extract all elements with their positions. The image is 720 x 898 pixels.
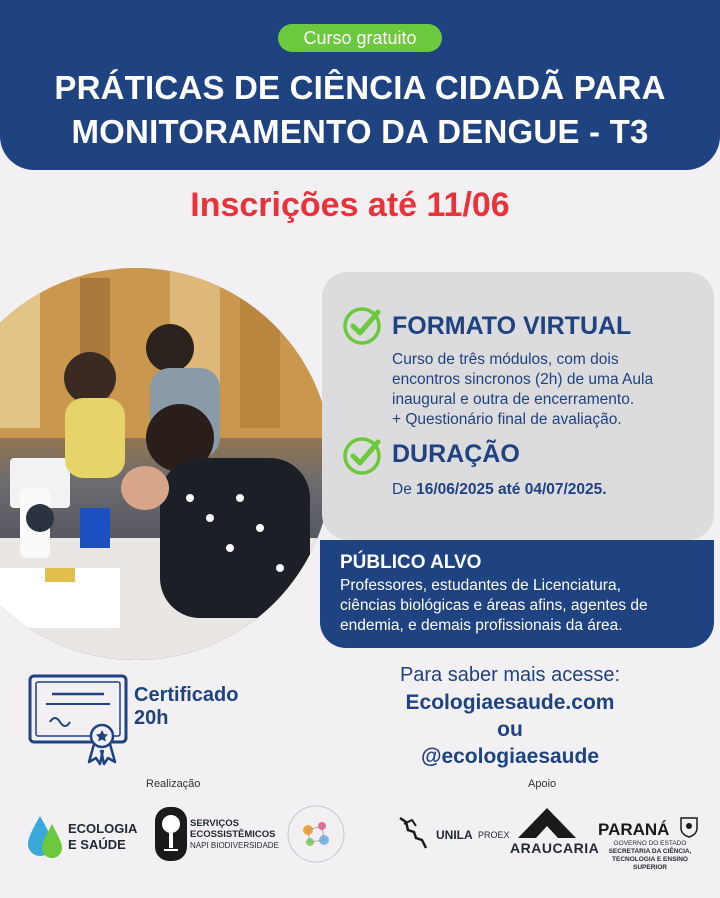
more-info-label: Para saber mais acesse: (399, 664, 621, 686)
duration-range: 16/06/2025 até 04/07/2025. (416, 481, 607, 498)
check-circle-icon (342, 306, 382, 346)
duration-dates (392, 480, 607, 500)
header-banner (0, 0, 720, 170)
parana-sub-1: GOVERNO DO ESTADO (613, 840, 687, 847)
instagram-handle[interactable]: @ecologiaesaude (420, 745, 600, 768)
unila-logo-icon (396, 812, 436, 852)
website-link[interactable]: Ecologiaesaude.com (405, 691, 615, 714)
format-description (392, 350, 653, 430)
format-line-3: inaugural e outra de encerramento. (392, 391, 635, 408)
tree-logo-icon (154, 806, 188, 862)
audience-line-3: endemia, e demais profissionais da área. (340, 617, 623, 634)
audience-line-2: ciências biológicas e áreas afins, agentes de (340, 597, 648, 614)
logo-servicos-ecossistemicos (190, 818, 279, 851)
certificate-text (134, 684, 238, 730)
logo1-line-1: ECOLOGIA (68, 821, 138, 836)
title-line-2: MONITORAMENTO DA DENGUE - T3 (71, 113, 649, 150)
logo-parana-sub (600, 840, 700, 872)
lab-photo-illustration (0, 268, 332, 660)
logo2-line-3: NAPI BIODIVERSIDADE (190, 841, 279, 850)
apoio-label: Apoio (528, 778, 557, 790)
lab-photo (0, 268, 332, 660)
ciencia-cidada-logo (286, 804, 346, 864)
duration-prefix: De (392, 481, 417, 498)
logo-unila: UNILA (436, 828, 473, 842)
format-line-4: + Questionário final de avaliação. (392, 411, 622, 428)
free-course-badge: Curso gratuito (278, 24, 442, 52)
logo2-line-1: SERVIÇOS (190, 818, 239, 829)
format-line-2: encontros sincronos (2h) de uma Aula (392, 371, 654, 388)
droplet-logo-icon (26, 812, 66, 860)
or-text: ou (497, 718, 523, 741)
audience-description (340, 576, 710, 636)
logo-araucaria: ARAUCARIA (510, 840, 600, 856)
logo1-line-2: E SAÚDE (68, 837, 126, 852)
check-circle-icon (342, 436, 382, 476)
format-title: FORMATO VIRTUAL (392, 312, 632, 340)
parana-crest-icon (680, 816, 698, 838)
page-title (0, 66, 720, 154)
logo-parana: PARANÁ (598, 820, 670, 839)
certificate-line-2: 20h (134, 707, 169, 729)
certificate-line-1: Certificado (134, 684, 239, 706)
logo-ecologia-saude (68, 821, 137, 853)
audience-title: PÚBLICO ALVO (340, 552, 482, 573)
realizacao-label: Realização (146, 778, 201, 790)
logo-proex: PROEX (478, 830, 510, 840)
format-line-1: Curso de três módulos, com dois (392, 351, 619, 368)
title-line-1: PRÁTICAS DE CIÊNCIA CIDADÃ PARA (54, 69, 666, 106)
parana-sub-2: SECRETARIA DA CIÊNCIA, (608, 848, 692, 855)
logo2-line-2: ECOSSISTÊMICOS (190, 829, 276, 840)
more-info (350, 662, 670, 770)
araucaria-logo-icon (514, 806, 580, 840)
certificate-icon (28, 674, 128, 766)
parana-sub-3: TECNOLOGIA E ENSINO SUPERIOR (612, 856, 688, 871)
duration-title: DURAÇÃO (392, 440, 520, 468)
course-info-box (322, 272, 714, 540)
audience-line-1: Professores, estudantes de Licenciatura, (340, 577, 621, 594)
registration-deadline: Inscrições até 11/06 (190, 186, 510, 224)
audience-box (320, 540, 714, 648)
